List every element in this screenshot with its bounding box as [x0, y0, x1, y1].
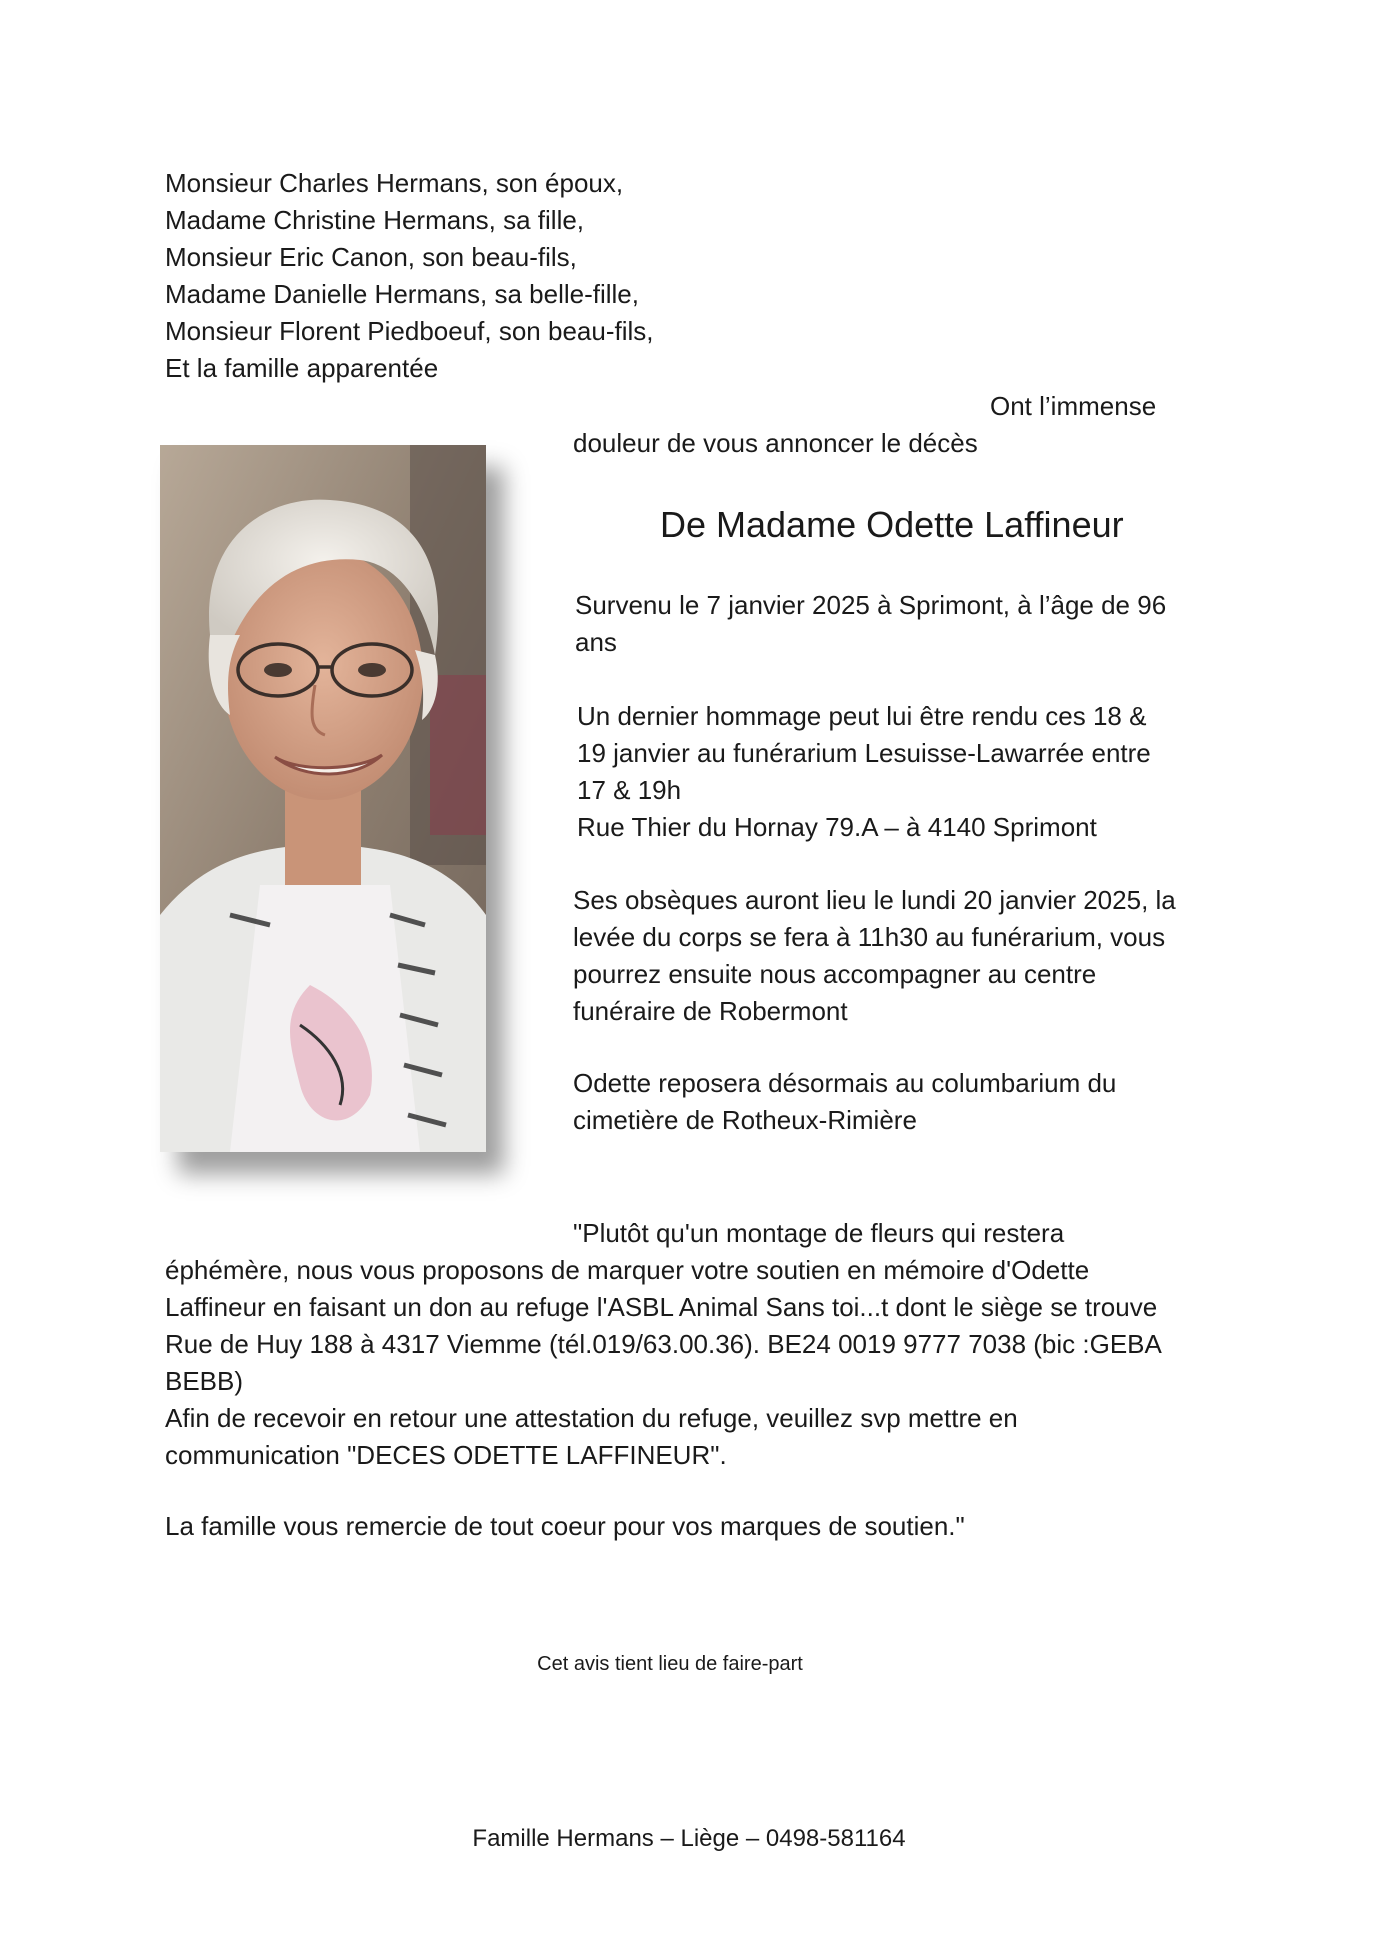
family-line: Et la famille apparentée [165, 353, 439, 383]
text-line: pourrez ensuite nous accompagner au centre [573, 959, 1097, 989]
text-line: BEBB) [165, 1366, 244, 1396]
funeral-details [573, 882, 1176, 1030]
death-details [575, 587, 1166, 661]
family-line: Monsieur Charles Hermans, son époux, [165, 168, 624, 198]
announcement-line-1: Ont l’immense [990, 391, 1157, 421]
text-line: Rue de Huy 188 à 4317 Viemme (tél.019/63.00.36). BE24 0019 9777 7038 (bic :GEBA [165, 1329, 1162, 1359]
portrait-illustration [160, 445, 486, 1152]
text-line: 17 & 19h [577, 775, 682, 805]
text-line: 19 janvier au funérarium Lesuisse-Lawarrée entre [577, 738, 1151, 768]
deceased-name: De Madame Odette Laffineur [660, 504, 1124, 545]
text-line: funéraire de Robermont [573, 996, 848, 1026]
donation-request [165, 1215, 1162, 1474]
text-line: "Plutôt qu'un montage de fleurs qui restera [573, 1218, 1065, 1248]
announcement-line-2: douleur de vous annoncer le décès [573, 428, 978, 458]
resting-place [573, 1065, 1116, 1139]
family-list [165, 165, 654, 387]
family-line: Madame Christine Hermans, sa fille, [165, 205, 585, 235]
text-line: ans [575, 627, 617, 657]
text-line: Rue Thier du Hornay 79.A – à 4140 Sprimont [577, 812, 1097, 842]
family-line: Monsieur Florent Piedboeuf, son beau-fils, [165, 316, 654, 346]
text-line: Ses obsèques auront lieu le lundi 20 janvier 2025, la [573, 885, 1176, 915]
text-line: éphémère, nous vous proposons de marquer votre soutien en mémoire d'Odette [165, 1255, 1090, 1285]
tribute-details [577, 698, 1151, 846]
portrait-photo [160, 445, 486, 1152]
faire-part-note: Cet avis tient lieu de faire-part [537, 1653, 803, 1675]
text-line: communication "DECES ODETTE LAFFINEUR". [165, 1440, 727, 1470]
text-line: Odette reposera désormais au columbarium du [573, 1068, 1117, 1098]
family-line: Madame Danielle Hermans, sa belle-fille, [165, 279, 639, 309]
text-line: Un dernier hommage peut lui être rendu ces 18 & [577, 701, 1147, 731]
text-line: Survenu le 7 janvier 2025 à Sprimont, à l’âge de 96 [575, 590, 1167, 620]
text-line: levée du corps se fera à 11h30 au funérarium, vous [573, 922, 1166, 952]
thanks-message: La famille vous remercie de tout coeur pour vos marques de soutien." [165, 1511, 965, 1541]
text-line: cimetière de Rotheux-Rimière [573, 1105, 917, 1135]
family-contact: Famille Hermans – Liège – 0498-581164 [472, 1825, 906, 1852]
text-line: Afin de recevoir en retour une attestation du refuge, veuillez svp mettre en [165, 1403, 1018, 1433]
text-line: Laffineur en faisant un don au refuge l'ASBL Animal Sans toi...t dont le siège se trouve [165, 1292, 1158, 1322]
family-line: Monsieur Eric Canon, son beau-fils, [165, 242, 577, 272]
